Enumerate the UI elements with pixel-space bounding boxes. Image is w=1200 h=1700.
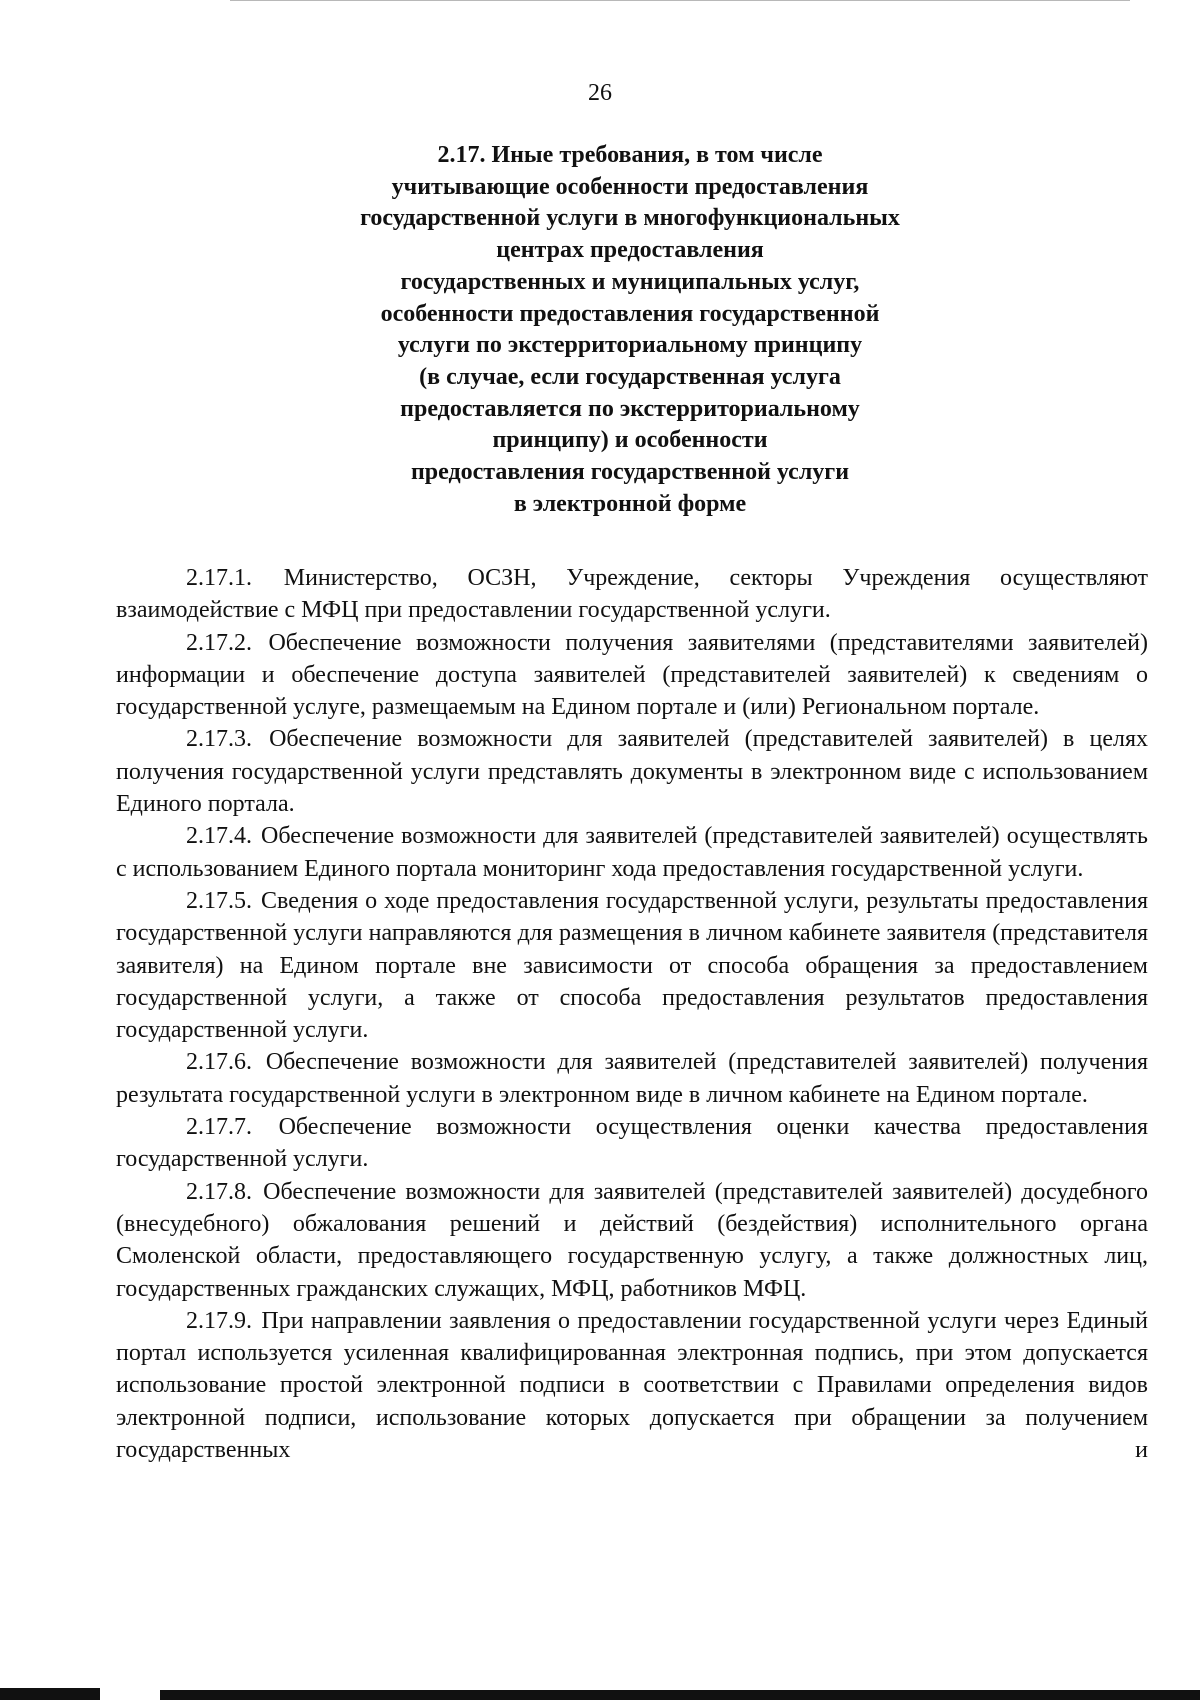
document-body — [116, 562, 1148, 1466]
heading-line: (в случае, если государственная услуга — [419, 363, 841, 390]
paragraph-text: Обеспечение возможности осуществления оценки качества предоставления государственной услуги. — [116, 1114, 1149, 1173]
scan-top-edge — [230, 0, 1130, 4]
scan-bottom-edge-left — [0, 1688, 100, 1700]
scan-bottom-edge-right — [160, 1690, 1200, 1700]
heading-line: предоставляется по экстерриториальному — [400, 395, 860, 422]
paragraph-text: Обеспечение возможности для заявителей (представителей заявителей) осуществлять с использованием Единого портала мониторинг хода предоставления государственной услуги. — [116, 823, 1148, 882]
page-number: 26 — [588, 80, 612, 106]
paragraph-number: 2.17.7. — [186, 1114, 252, 1141]
paragraph-number: 2.17.8. — [186, 1178, 252, 1205]
paragraph-2-17-1 — [116, 562, 1148, 627]
paragraph-text: Обеспечение возможности для заявителей (представителей заявителей) получения результата государственной услуги в электронном виде в личном кабинете на Едином портале. — [116, 1049, 1148, 1108]
paragraph-number: 2.17.9. — [186, 1307, 252, 1334]
heading-line: центрах предоставления — [496, 237, 764, 264]
heading-line: государственных и муниципальных услуг, — [400, 268, 860, 295]
paragraph-number: 2.17.5. — [186, 887, 252, 914]
paragraph-2-17-6 — [116, 1046, 1148, 1111]
paragraph-number: 2.17.4. — [186, 823, 252, 850]
paragraph-2-17-3 — [116, 723, 1148, 820]
paragraph-2-17-9 — [116, 1305, 1148, 1466]
paragraph-number: 2.17.1. — [186, 565, 252, 591]
paragraph-text: Сведения о ходе предоставления государственной услуги, результаты предоставления государственной услуги направляются для размещения в личном кабинете заявителя (представителя заявителя) на Едином портале вне зависимости от способа обращения за предоставлением государственной услуги, а также от способа предоставления результатов предоставления государственной услуги. — [116, 887, 1149, 1044]
heading-line: принципу) и особенности — [492, 427, 768, 454]
heading-line: 2.17. Иные требования, в том числе — [437, 142, 823, 168]
paragraph-2-17-4 — [116, 820, 1148, 885]
heading-line: особенности предоставления государственной — [380, 300, 880, 327]
heading-line: учитывающие особенности предоставления — [391, 173, 869, 200]
paragraph-2-17-7 — [116, 1111, 1148, 1176]
heading-line: услуги по экстерриториальному принципу — [397, 332, 863, 359]
heading-line: в электронной форме — [513, 490, 747, 517]
heading-line: предоставления государственной услуги — [410, 459, 850, 486]
paragraph-2-17-8 — [116, 1176, 1148, 1305]
paragraph-text: При направлении заявления о предоставлении государственной услуги через Единый портал используется усиленная квалифицированная электронная подпись, при этом допускается использование простой электронной подписи в соответствии с Правилами определения видов электронной подписи, использование которых допускается при обращении за получением государственных и — [116, 1307, 1149, 1464]
section-heading — [260, 140, 1000, 520]
paragraph-text: Обеспечение возможности для заявителей (представителей заявителей) досудебного (внесудебного) обжалования решений и действий (бездействия) исполнительного органа Смоленской области, предоставляющего государственную услугу, а также должностных лиц, государственных гражданских служащих, МФЦ, работников МФЦ. — [116, 1178, 1148, 1302]
paragraph-2-17-5 — [116, 885, 1148, 1046]
paragraph-number: 2.17.6. — [186, 1049, 252, 1076]
heading-line: государственной услуги в многофункциональных — [360, 205, 900, 232]
paragraph-text: Министерство, ОСЗН, Учреждение, секторы Учреждения осуществляют взаимодействие с МФЦ при предоставлении государственной услуги. — [116, 565, 1148, 624]
paragraph-number: 2.17.3. — [186, 726, 252, 753]
paragraph-text: Обеспечение возможности получения заявителями (представителями заявителей) информации и обеспечение доступа заявителей (представителей заявителей) к сведениям о государственной услуге, размещаемым на Едином портале и (или) Региональном портале. — [116, 629, 1148, 721]
paragraph-text: Обеспечение возможности для заявителей (представителей заявителей) в целях получения государственной услуги представлять документы в электронном виде с использованием Единого портала. — [116, 726, 1148, 818]
paragraph-2-17-2 — [116, 627, 1148, 724]
paragraph-number: 2.17.2. — [186, 629, 252, 656]
